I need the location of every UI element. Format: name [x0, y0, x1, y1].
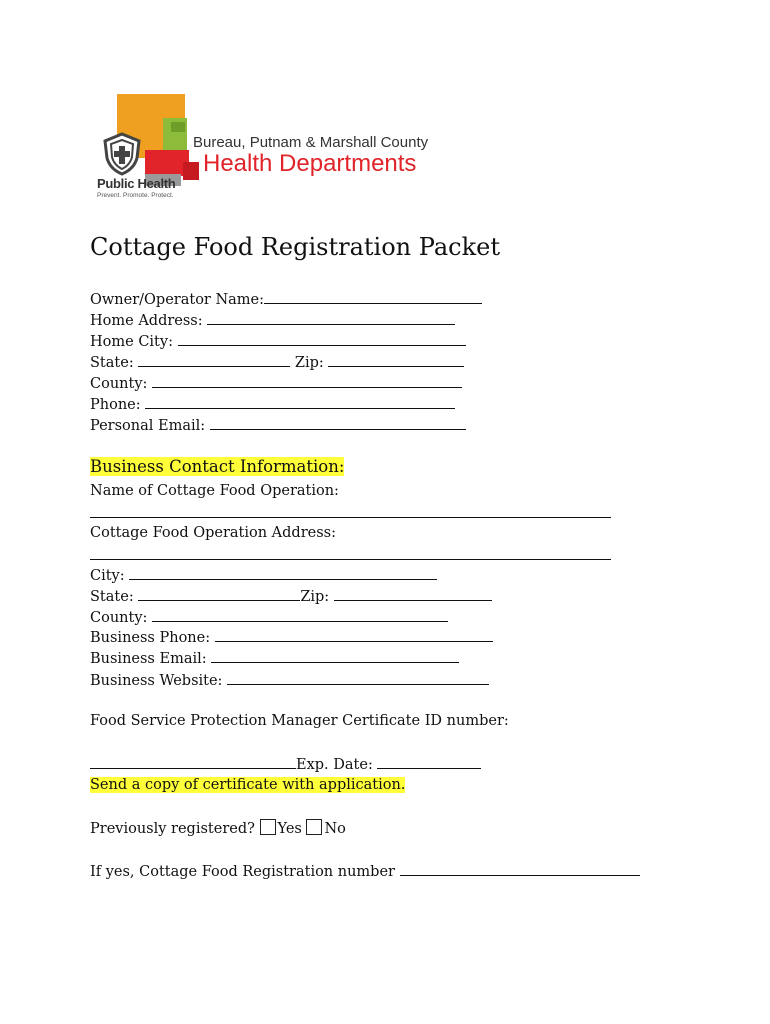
page-title: Cottage Food Registration Packet: [90, 233, 500, 261]
yes-label: Yes: [277, 821, 302, 837]
personal-email-row: [90, 416, 466, 435]
business-zip-label: Zip:: [300, 589, 330, 605]
business-county-row: [90, 608, 448, 627]
home-address-label: Home Address:: [90, 313, 203, 329]
personal-email-label: Personal Email:: [90, 418, 206, 434]
certificate-copy-note-text: Send a copy of certificate with application.: [90, 777, 406, 793]
business-county-field[interactable]: [152, 608, 448, 622]
logo-red-accent: [183, 162, 199, 180]
exp-date-field[interactable]: [377, 755, 481, 769]
health-department-logo: [95, 92, 435, 204]
previously-registered-row: [90, 819, 346, 838]
business-phone-field[interactable]: [215, 628, 493, 642]
phone-row: [90, 395, 455, 414]
previously-registered-label: Previously registered?: [90, 821, 255, 837]
county-row: [90, 374, 462, 393]
zip-field[interactable]: [328, 353, 464, 367]
cert-id-exp-row: [90, 755, 481, 774]
business-state-label: State:: [90, 589, 134, 605]
cert-id-label: Food Service Protection Manager Certificate ID number:: [90, 713, 509, 729]
state-field[interactable]: [138, 353, 290, 367]
business-state-zip-row: [90, 587, 492, 606]
org-name-line2: Health Departments: [203, 150, 417, 177]
business-website-row: [90, 671, 489, 690]
business-email-field[interactable]: [211, 649, 459, 663]
business-phone-label: Business Phone:: [90, 630, 211, 646]
home-city-field[interactable]: [178, 332, 466, 346]
business-city-row: [90, 566, 437, 585]
certificate-copy-note: [90, 776, 405, 794]
operation-name-label: Name of Cottage Food Operation:: [90, 483, 339, 499]
registration-number-label: If yes, Cottage Food Registration number: [90, 864, 395, 880]
business-contact-heading: [90, 457, 344, 476]
home-address-row: [90, 311, 455, 330]
registration-number-row: [90, 862, 640, 881]
home-city-row: [90, 332, 466, 351]
business-county-label: County:: [90, 610, 148, 626]
business-email-label: Business Email:: [90, 651, 207, 667]
shield-icon: [101, 132, 143, 176]
yes-checkbox[interactable]: [260, 819, 276, 835]
owner-name-field[interactable]: [264, 290, 482, 304]
business-website-label: Business Website:: [90, 673, 223, 689]
registration-number-field[interactable]: [400, 862, 640, 876]
state-label: State:: [90, 355, 134, 371]
operation-address-label: Cottage Food Operation Address:: [90, 525, 336, 541]
home-address-field[interactable]: [207, 311, 455, 325]
home-city-label: Home City:: [90, 334, 173, 350]
logo-green-accent: [171, 122, 185, 132]
business-city-label: City:: [90, 568, 125, 584]
business-email-row: [90, 649, 459, 668]
county-label: County:: [90, 376, 148, 392]
business-zip-field[interactable]: [334, 587, 492, 601]
county-field[interactable]: [152, 374, 462, 388]
public-health-tagline: Prevent. Promote. Protect.: [97, 192, 174, 199]
owner-name-row: [90, 290, 482, 309]
business-phone-row: [90, 628, 493, 647]
no-checkbox[interactable]: [306, 819, 322, 835]
public-health-wordmark: Public Health: [97, 176, 176, 191]
business-website-field[interactable]: [227, 671, 489, 685]
personal-email-field[interactable]: [210, 416, 466, 430]
zip-label: Zip:: [294, 355, 324, 371]
operation-name-field[interactable]: [90, 517, 611, 518]
owner-name-label: Owner/Operator Name:: [90, 292, 265, 308]
business-contact-heading-text: Business Contact Information:: [90, 457, 345, 476]
business-city-field[interactable]: [129, 566, 437, 580]
business-state-field[interactable]: [138, 587, 300, 601]
exp-date-label: Exp. Date:: [296, 757, 373, 773]
cert-id-field[interactable]: [90, 755, 296, 769]
state-zip-row: [90, 353, 464, 372]
org-name-line1: Bureau, Putnam & Marshall County: [193, 134, 429, 151]
phone-label: Phone:: [90, 397, 141, 413]
no-label: No: [324, 821, 346, 837]
operation-address-field[interactable]: [90, 559, 611, 560]
phone-field[interactable]: [145, 395, 455, 409]
